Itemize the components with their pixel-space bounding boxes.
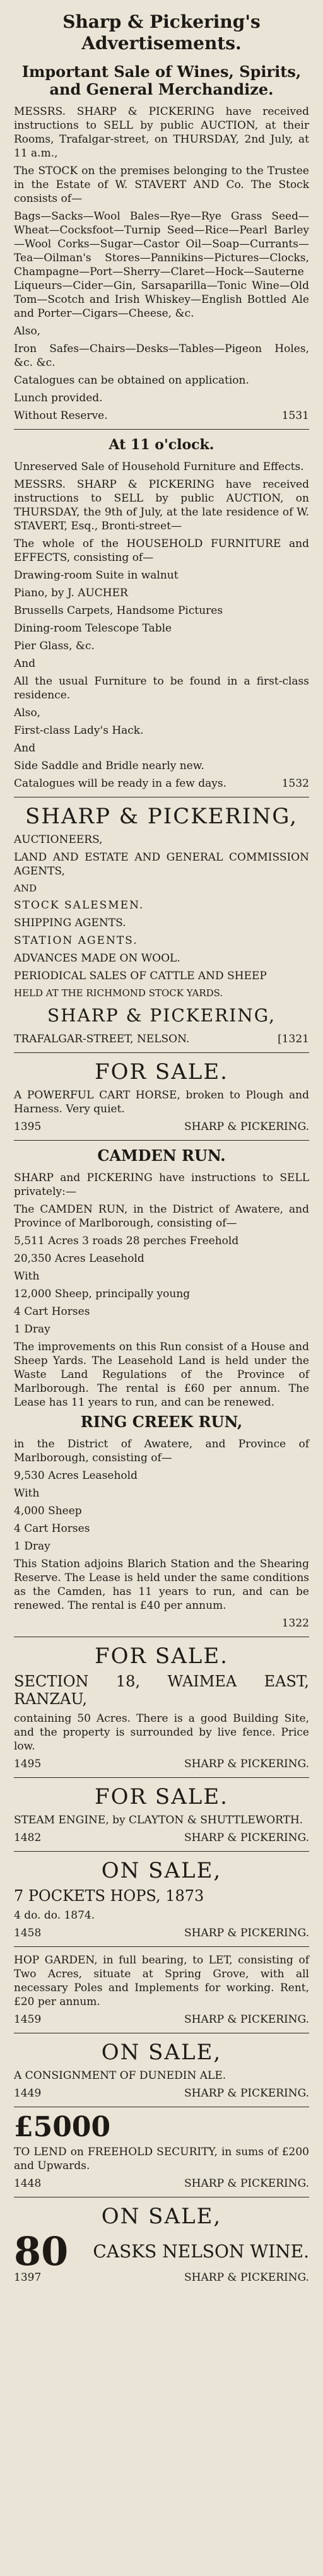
ring-item: 9,530 Acres Leasehold <box>14 1469 138 1482</box>
for-sale-heading: FOR SALE. <box>95 1784 228 1809</box>
signature: SHARP & PICKERING. <box>184 1758 309 1770</box>
cart-horse-ad <box>14 1059 309 1134</box>
section-title: SECTION 18, WAIMEA EAST, RANZAU, <box>14 1673 309 1708</box>
furniture-item-2: Piano, by J. AUCHER <box>14 587 128 599</box>
furniture-item-7: All the usual Furniture to be found in a first-class residence. <box>14 675 309 702</box>
agency-ad <box>14 804 309 1046</box>
agency-advances: ADVANCES MADE ON WOOL. <box>14 952 180 965</box>
unreserved-subhead: Unreserved Sale of Household Furniture and Effects. <box>14 461 304 473</box>
camden-run-ad <box>14 1147 309 1409</box>
garden-text: HOP GARDEN, in full bearing, to LET, consisting of Two Acres, situate at Spring Grove, with all necessary Poles and Implements for working. Rent, £20 per annum. <box>14 1954 309 2008</box>
agency-held: HELD AT THE RICHMOND STOCK YARDS. <box>14 987 223 999</box>
signature-row <box>14 2177 309 2191</box>
furniture-item-12: Catalogues will be ready in a few days. <box>14 777 227 790</box>
furniture-item-6: And <box>14 657 36 670</box>
divider <box>14 1777 309 1778</box>
ad-text-3: Also, <box>14 325 41 338</box>
ring-item: 1 Dray <box>14 1540 50 1553</box>
loan-text: TO LEND on FREEHOLD SECURITY, in sums of £200 and Upwards. <box>14 2146 309 2172</box>
ring-item: 4,000 Sheep <box>14 1505 82 1517</box>
lunch-note: Lunch provided. <box>14 392 103 404</box>
hops-ad <box>14 1858 309 1940</box>
catalogue-row <box>14 777 309 791</box>
camden-item: 12,000 Sheep, principally young <box>14 1288 191 1300</box>
camden-text-2: The improvements on this Run consist of a House and Sheep Yards. The Leasehold Land is held under the Waste Land Regulations of the Province of Marlborough. The rental is £60 per annum. The Lease has 11 years to run, and can be renewed. <box>14 1341 309 1409</box>
signature-row <box>14 1926 309 1940</box>
ring-creek-ad <box>14 1413 309 1630</box>
ring-with: With <box>14 1487 40 1500</box>
ad-text-2: Bags—Sacks—Wool Bales—Rye—Rye Grass Seed—Wheat—Cocksfoot—Turnip Seed—Rice—Pearl Barley—Wool Corks—Sugar—Castor Oil—Soap—Currants—Tea—Oilman's Stores—Pannikins—Pictures—Clocks, Champagne—Port—Sherry—Claret—Hock—Sauterne Liqueurs—Cider—Gin, Sarsaparilla—Tonic Wine—Old Tom—Scotch and Irish Whiskey—English Bottled Ale and Porter—Cigars—Cheese, &c. <box>14 210 309 320</box>
divider <box>14 1851 309 1852</box>
ad-number: 1459 <box>14 2013 42 2026</box>
camden-item: 4 Cart Horses <box>14 1305 90 1318</box>
furniture-item-11: Side Saddle and Bridle nearly new. <box>14 760 204 772</box>
ring-number-row <box>14 1616 309 1630</box>
divider <box>14 1140 309 1141</box>
camden-item: 1 Dray <box>14 1323 50 1336</box>
on-sale-heading: ON SALE, <box>101 2204 222 2229</box>
divider <box>14 1946 309 1947</box>
ad-number: 1458 <box>14 1927 42 1939</box>
furniture-item-0: The whole of the HOUSEHOLD FURNITURE and EFFECTS, consisting of— <box>14 538 309 564</box>
hops-line-2: 4 do. do. 1874. <box>14 1909 95 1922</box>
loan-ad <box>14 2111 309 2191</box>
furniture-item-3: Brussells Carpets, Handsome Pictures <box>14 604 223 617</box>
signature: SHARP & PICKERING. <box>184 2271 309 2284</box>
wine-spirits-ad <box>14 63 309 423</box>
ad-text-4: Iron Safes—Chairs—Desks—Tables—Pigeon Holes, &c. &c. <box>14 343 309 369</box>
horse-text: A POWERFUL CART HORSE, broken to Plough and Harness. Very quiet. <box>14 1089 309 1115</box>
reserve-row <box>14 409 309 423</box>
hop-garden-ad <box>14 1953 309 2026</box>
camden-with: With <box>14 1270 40 1283</box>
ad-number: 1448 <box>14 2177 42 2190</box>
camden-item: 20,350 Acres Leasehold <box>14 1252 144 1265</box>
ad-number: [1321 <box>278 1033 309 1045</box>
camden-text: The CAMDEN RUN, in the District of Awatere, and Province of Marlborough, consisting of— <box>14 1203 309 1230</box>
engine-ad <box>14 1784 309 1845</box>
agency-address: TRAFALGAR-STREET, NELSON. <box>14 1033 190 1045</box>
signature-row <box>14 1831 309 1845</box>
page-title: Sharp & Pickering's Advertisements. <box>62 11 261 54</box>
ad-heading: Important Sale of Wines, Spirits, and General Merchandize. <box>21 62 302 98</box>
agency-station: STATION AGENTS. <box>14 934 138 947</box>
signature: SHARP & PICKERING. <box>184 2087 309 2100</box>
agency-role: AUCTIONEERS, <box>14 833 103 846</box>
ad-number: 1322 <box>281 1617 309 1630</box>
agency-shipping: SHIPPING AGENTS. <box>14 917 126 929</box>
ale-text: A CONSIGNMENT OF DUNEDIN ALE. <box>14 2069 226 2082</box>
ale-ad <box>14 2040 309 2100</box>
signature: SHARP & PICKERING. <box>184 1120 309 1133</box>
camden-heading: CAMDEN RUN. <box>97 1146 226 1165</box>
furniture-item-10: And <box>14 742 36 755</box>
signature-row <box>14 2086 309 2100</box>
signature: SHARP & PICKERING. <box>184 2177 309 2190</box>
ring-item: 4 Cart Horses <box>14 1522 90 1535</box>
section-ad <box>14 1644 309 1771</box>
agency-periodical: PERIODICAL SALES OF CATTLE AND SHEEP <box>14 970 267 982</box>
ad-number: 1395 <box>14 1120 42 1133</box>
furniture-item-9: First-class Lady's Hack. <box>14 724 144 737</box>
on-sale-heading: ON SALE, <box>101 1858 222 1883</box>
furniture-item-1: Drawing-room Suite in walnut <box>14 569 179 582</box>
reserve-note: Without Reserve. <box>14 409 108 422</box>
signature-row <box>14 2013 309 2026</box>
ring-text-2: This Station adjoins Blarich Station and the Shearing Reserve. The Lease is held under the same conditions as the Camden, has 11 years to run, and can be renewed. The rental is £40 per annum. <box>14 1558 309 1612</box>
for-sale-heading: FOR SALE. <box>95 1059 228 1085</box>
for-sale-heading: FOR SALE. <box>95 1644 228 1669</box>
agency-address-row <box>14 1032 309 1046</box>
loan-amount: £5000 <box>14 2111 111 2143</box>
furniture-item-8: Also, <box>14 707 41 719</box>
ring-text: in the District of Awatere, and Province of Marlborough, consisting of— <box>14 1438 309 1464</box>
camden-lead: SHARP and PICKERING have instructions to SELL privately:— <box>14 1172 309 1198</box>
on-sale-heading: ON SALE, <box>101 2040 222 2065</box>
at-eleven-heading: At 11 o'clock. <box>109 437 214 453</box>
agency-stock: STOCK SALESMEN. <box>14 899 144 912</box>
catalogue-note: Catalogues can be obtained on application. <box>14 374 249 387</box>
ad-number: 1532 <box>281 777 309 790</box>
signature: SHARP & PICKERING. <box>184 2013 309 2026</box>
wine-line <box>14 2228 309 2274</box>
wine-quantity: 80 <box>14 2228 69 2274</box>
furniture-item-4: Dining-room Telescope Table <box>14 622 172 635</box>
camden-item: 5,511 Acres 3 roads 28 perches Freehold <box>14 1235 239 1247</box>
ad-number: 1449 <box>14 2087 42 2100</box>
signature-row <box>14 1757 309 1771</box>
engine-text: STEAM ENGINE, by CLAYTON & SHUTTLEWORTH. <box>14 1814 303 1826</box>
divider <box>14 1052 309 1053</box>
agency-name-2: SHARP & PICKERING, <box>47 1005 276 1026</box>
agency-and: AND <box>14 883 37 894</box>
wine-text: CASKS NELSON WINE. <box>93 2241 309 2262</box>
ring-heading: RING CREEK RUN, <box>80 1413 243 1431</box>
signature: SHARP & PICKERING. <box>184 1832 309 1844</box>
hops-line-1: 7 POCKETS HOPS, 1873 <box>14 1887 204 1905</box>
furniture-lead: MESSRS. SHARP & PICKERING have received instructions to SELL by public AUCTION, on THURSDAY, the 9th of July, at the late residence of W. STAVERT, Esq., Bronti-street— <box>14 478 309 532</box>
agency-land: LAND AND ESTATE AND GENERAL COMMISSION AGENTS, <box>14 851 309 878</box>
wine-ad <box>14 2204 309 2285</box>
ad-number: 1397 <box>14 2271 42 2284</box>
agency-name: SHARP & PICKERING, <box>25 804 298 829</box>
ad-lead: MESSRS. SHARP & PICKERING have received instructions to SELL by public AUCTION, at their Rooms, Trafalgar-street, on THURSDAY, 2nd July, at 11 a.m., <box>14 105 309 160</box>
ad-text-1: The STOCK on the premises belonging to the Trustee in the Estate of W. STAVERT AND Co. The Stock consists of— <box>14 165 309 205</box>
furniture-ad <box>14 436 309 791</box>
ad-number: 1531 <box>281 409 309 422</box>
ad-number: 1495 <box>14 1758 42 1770</box>
signature: SHARP & PICKERING. <box>184 1927 309 1939</box>
section-text: containing 50 Acres. There is a good Building Site, and the property is surrounded by live fence. Price low. <box>14 1712 309 1753</box>
divider <box>14 429 309 430</box>
ad-number: 1482 <box>14 1832 42 1844</box>
furniture-item-5: Pier Glass, &c. <box>14 640 95 652</box>
signature-row <box>14 1120 309 1134</box>
